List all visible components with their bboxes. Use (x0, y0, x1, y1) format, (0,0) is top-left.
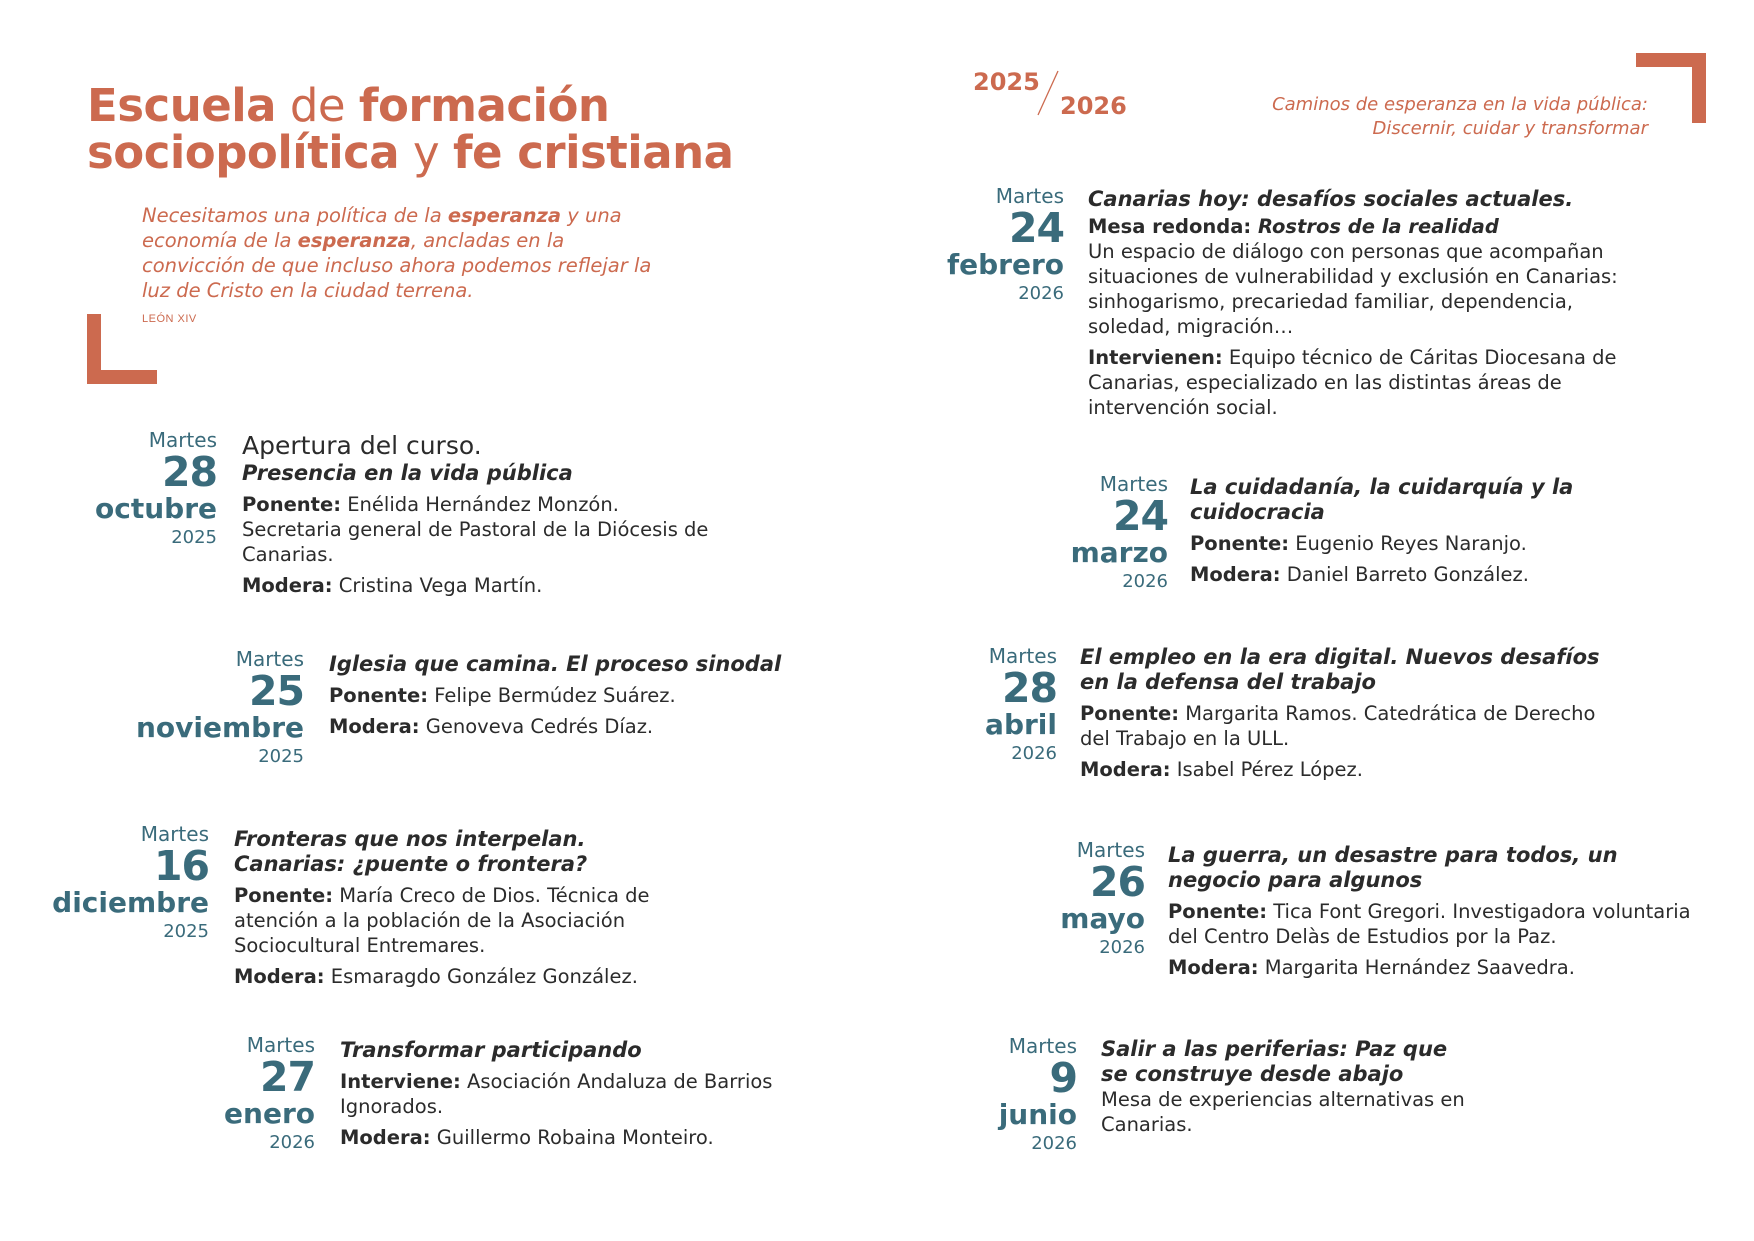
motto: Caminos de esperanza en la vida pública: Discernir, cuidar y transformar (1272, 94, 1648, 139)
quote-author: LEÓN XIV (142, 313, 197, 325)
event-moderator: Modera: Daniel Barreto González. (1190, 563, 1529, 586)
event-details (1080, 645, 1600, 782)
event-moderator: Modera: Esmaragdo González González. (234, 965, 638, 988)
event-speaker: Ponente: Enélida Hernández Monzón. Secretaria general de Pastoral de la Diócesis de Canarias. (242, 493, 709, 566)
page-title: Escuela de formación sociopolítica y fe cristiana (87, 79, 734, 179)
event-title: La cuidadanía, la cuidarquía y la cuidocracia (1190, 475, 1574, 524)
event-title: Salir a las periferias: Paz que se construye desde abajo (1101, 1037, 1448, 1086)
event-date: Martes 28 abril 2026 (985, 644, 1057, 764)
event-speaker: Ponente: Eugenio Reyes Naranjo. (1190, 532, 1527, 555)
event-moderator: Modera: Isabel Pérez López. (1080, 758, 1363, 781)
event-details (1190, 475, 1590, 587)
event-speaker: Intervienen: Equipo técnico de Cáritas Diocesana de Canarias, especializado en las distintas áreas de intervención social. (1088, 346, 1617, 419)
event-details (242, 431, 712, 598)
year-end: 2026 (1060, 92, 1127, 120)
corner-bracket-decoration (87, 314, 157, 384)
year-separator (1036, 70, 1060, 116)
event-speaker: Ponente: Tica Font Gregori. Investigadora voluntaria del Centro Delàs de Estudios por la Paz. (1168, 900, 1691, 948)
event-moderator: Modera: Genoveva Cedrés Díaz. (329, 715, 654, 738)
corner-bracket-decoration (1636, 53, 1706, 123)
event-description: Mesa de experiencias alternativas en Canarias. (1101, 1088, 1465, 1136)
event-details (234, 827, 704, 989)
event-speaker: Ponente: Margarita Ramos. Catedrática de Derecho del Trabajo en la ULL. (1080, 702, 1596, 750)
event-details (329, 652, 809, 739)
year-start: 2025 (973, 68, 1040, 96)
event-date: Martes 16 diciembre 2025 (52, 822, 209, 942)
event-title: La guerra, un desastre para todos, un negocio para algunos (1168, 843, 1618, 892)
event-title: Fronteras que nos interpelan. Canarias: ¿puente o frontera? (234, 827, 588, 876)
event-moderator: Modera: Margarita Hernández Saavedra. (1168, 956, 1575, 979)
event-speaker: Ponente: María Creco de Dios. Técnica de atención a la población de la Asociación Sociocultural Entremares. (234, 884, 650, 957)
event-moderator: Modera: Guillermo Robaina Monteiro. (340, 1126, 714, 1149)
event-moderator: Modera: Cristina Vega Martín. (242, 574, 543, 597)
event-date: Martes 25 noviembre 2025 (135, 647, 304, 767)
event-title: Presencia en la vida pública (242, 461, 573, 485)
event-subtitle: Mesa redonda: Rostros de la realidad (1088, 215, 1499, 238)
event-opening: Apertura del curso. (242, 431, 482, 460)
event-date: Martes 24 marzo 2026 (1070, 472, 1168, 592)
event-title: El empleo en la era digital. Nuevos desafíos en la defensa del trabajo (1080, 645, 1600, 694)
event-speaker: Ponente: Felipe Bermúdez Suárez. (329, 684, 676, 707)
event-speaker: Interviene: Asociación Andaluza de Barrios Ignorados. (340, 1070, 773, 1118)
event-title: Iglesia que camina. El proceso sinodal (329, 652, 782, 676)
event-date: Martes 27 enero 2026 (224, 1033, 315, 1153)
event-date: Martes 9 junio 2026 (998, 1034, 1077, 1154)
event-details (340, 1038, 820, 1150)
event-description: Un espacio de diálogo con personas que acompañan situaciones de vulnerabilidad y exclusión en Canarias: sinhogarismo, precariedad familiar, dependencia, soledad, migración… (1088, 240, 1618, 338)
event-details (1101, 1037, 1481, 1137)
event-date: Martes 28 octubre 2025 (95, 428, 217, 548)
event-details (1168, 843, 1708, 980)
event-title: Canarias hoy: desafíos sociales actuales. (1088, 187, 1574, 211)
quote: Necesitamos una política de la esperanza y una economía de la esperanza, ancladas en la convicción de que incluso ahora podemos reflejar la luz de Cristo en la ciudad terrena. (142, 204, 652, 302)
event-title: Transformar participando (340, 1038, 642, 1062)
event-details (1088, 187, 1628, 420)
event-date: Martes 24 febrero 2026 (946, 184, 1064, 304)
event-date: Martes 26 mayo 2026 (1060, 838, 1145, 958)
